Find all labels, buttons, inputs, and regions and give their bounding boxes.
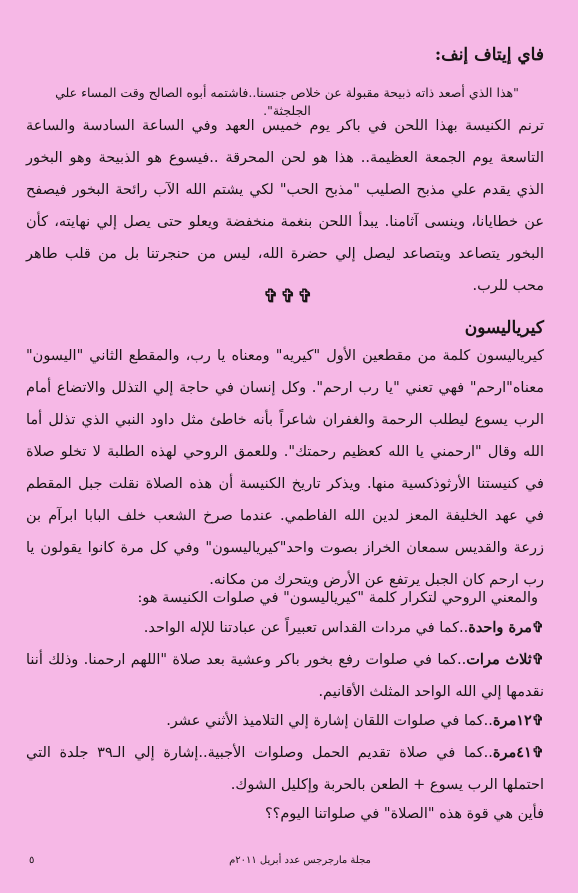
hymn-quote: "هذا الذي أصعد ذاته ذبيحة مقبولة عن خلاص جنسنا..فاشتمه أبوه الصالح وقت المساء علي الجلجثة". [55, 85, 519, 118]
repetition-count: ثلاث مرات [466, 651, 532, 668]
cross-icon: ✞ [531, 712, 544, 729]
repetition-text: ..كما في صلوات رفع بخور باكر وعشية بعد صلاة "اللهم ارحمنا. وذلك أننا نقدمها إلي الله الواحد المثلث الأقانيم. [26, 652, 544, 700]
list-item [26, 737, 544, 801]
section-heading-fai-etaf-enf: فاي إيتاف إنف: [434, 45, 544, 65]
section1-paragraph: ترنم الكنيسة بهذا اللحن في باكر يوم خميس العهد وفي الساعة السادسة والساعة التاسعة يوم الجمعة العظيمة.. هذا هو لحن المحرقة ..فيسوع هو الذبيحة وهو البخور الذي يقدم علي مذبح الصليب "مذبح الحب" لكي يشتم الله الآب رائحة البخور فيصفح عن خطايانا، وينسى آثامنا. يبدأ اللحن بنغمة منخفضة ويعلو حتى يصل إلي نهايته، كأن البخور يتصاعد ويتصاعد ليصل إلي حضرة الله، ليس من حنجرتنا بل من قلب طاهر محب للرب. [26, 118, 544, 294]
section2-paragraph: كيرياليسون كلمة من مقطعين الأول "كيريه" ومعناه يا رب، والمقطع الثاني "اليسون" معناه"ارحم" فهي تعني "يا رب ارحم". وكل إنسان في حاجة إلي التذلل والاتضاع أمام الرب يسوع ليطلب الرحمة والغفران شاعراً بأنه خاطئ مثل داود النبي الذي تذلل أما الله وقال "ارحمني يا الله كعظيم رحمتك". وللعمق الروحي لهذه الطلبة لا تخلو صلاة في كنيستنا الأرثوذكسية منها. ويذكر تاريخ الكنيسة أن هذه الصلاة نقلت جبل المقطم في عهد الخليفة المعز لدين الله الفاطمي. عندما صرخ الشعب خلف البابا ابرآم بن زرعة والقديس سمعان الخراز بصوت واحد"كيرياليسون" وفي كل مرة كانوا يقولون يا رب ارحم كان الجبل يرتفع عن الأرض ويتحرك من مكانه. [26, 348, 544, 588]
list-item [26, 705, 544, 737]
repetition-text: ..كما في صلاة تقديم الحمل وصلوات الأجبية..إشارة إلي الـ٣٩ جلدة التي احتملها الرب يسوع + الطعن بالحربة وإكليل الشوك. [26, 745, 544, 793]
repetition-count: مرة واحدة [468, 619, 532, 636]
page-number: ٥ [29, 855, 35, 866]
cross-icon: ✞ [531, 619, 544, 636]
repetition-count: ١٢مرة [492, 712, 532, 729]
spiritual-meaning-lead: والمعني الروحي لتكرار كلمة "كيرياليسون" في صلوات الكنيسة هو: [137, 590, 538, 606]
cross-divider: ✞✞✞ [263, 286, 315, 307]
section-heading-kyrie-eleison: كيرياليسون [464, 318, 544, 338]
repetition-text: ..كما في صلوات اللقان إشارة إلي التلاميذ الأثني عشر. [166, 713, 493, 729]
cross-icon: ✞ [531, 744, 544, 761]
repetition-text: ..كما في مردات القداس تعبيراً عن عبادتنا للإله الواحد. [143, 620, 469, 636]
magazine-footer: مجلة مارجرجس عدد أبريل ٢٠١١م [229, 855, 371, 866]
list-item [26, 612, 544, 644]
repetition-count: ٤١مرة [492, 744, 532, 761]
cross-icon: ✞ [531, 651, 544, 668]
closing-question: فأين هي قوة هذه "الصلاة" في صلواتنا اليوم؟؟ [264, 806, 544, 822]
list-item [26, 644, 544, 708]
